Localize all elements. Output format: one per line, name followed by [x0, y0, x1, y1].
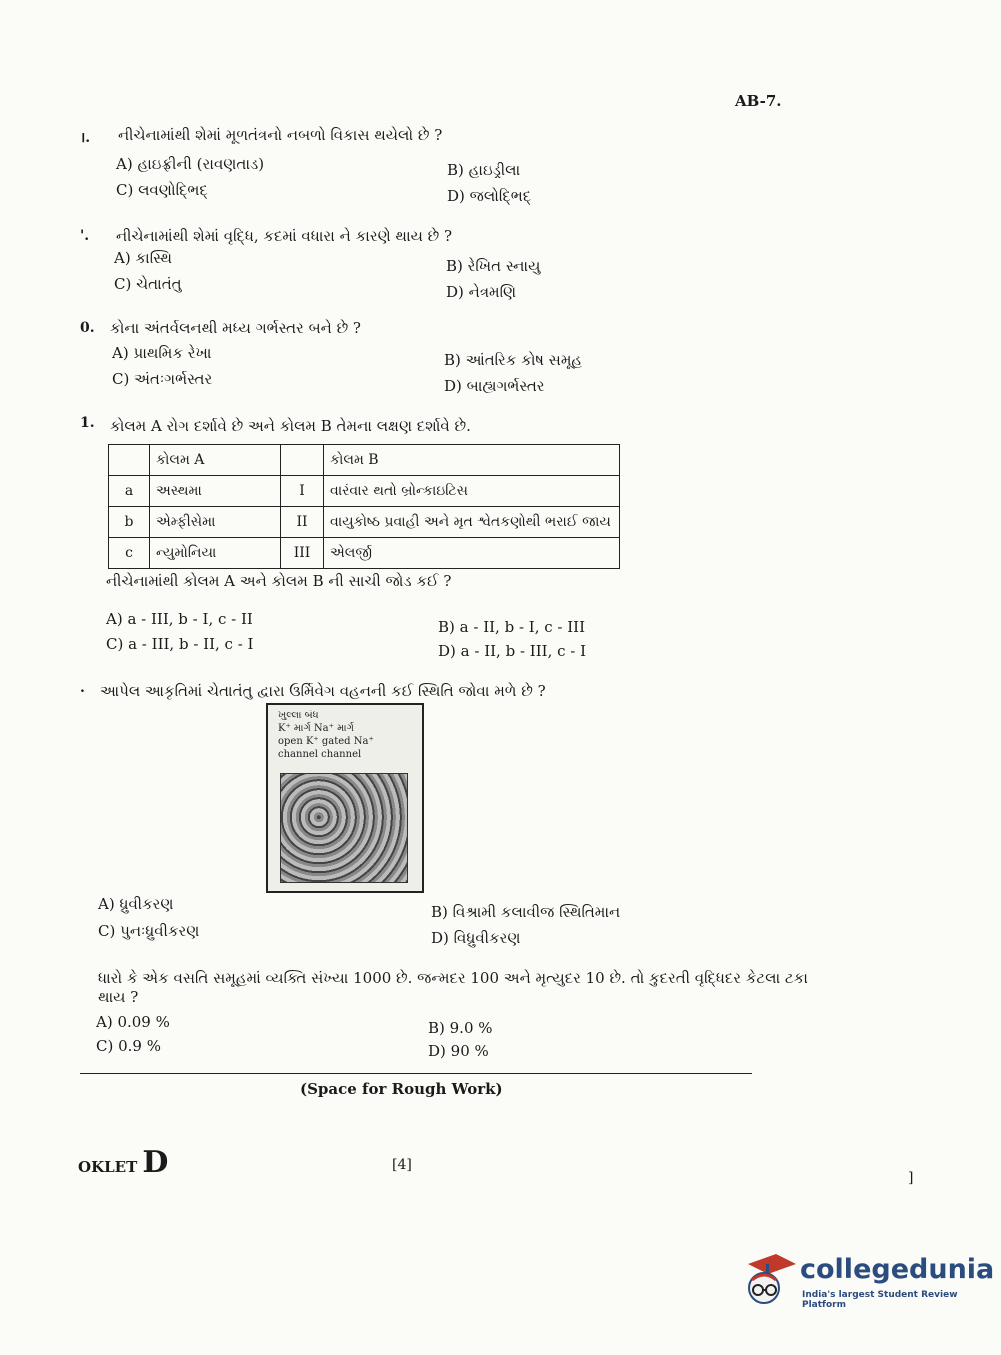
- option-b: B) રેખિત સ્નાયુ: [446, 257, 541, 275]
- question-number: .: [80, 680, 85, 696]
- question-text: આપેલ આકૃતિમાં ચેતાતંતુ દ્વારા ઉર્મિવેગ વહનની કઈ સ્થિતિ જોવા મળે છે ?: [100, 682, 546, 700]
- booklet-letter: D: [142, 1145, 169, 1180]
- closing-bracket: ]: [908, 1170, 914, 1186]
- table-row: [109, 507, 620, 538]
- table-row: [109, 538, 620, 569]
- figure-labels: [278, 709, 374, 761]
- figure-label: channel channel: [278, 749, 362, 760]
- figure-label: K⁺ માર્ગ Na⁺ માર્ગ: [278, 723, 354, 734]
- option-c: C) 0.9 %: [96, 1037, 161, 1055]
- option-d: D) વિધ્રુવીકરણ: [431, 929, 521, 947]
- table-cell: વારંવાર થતો બ્રોન્કાઇટિસ: [324, 476, 620, 507]
- option-c: C) ચેતાતંતુ: [114, 275, 182, 293]
- booklet-label: [78, 1145, 168, 1180]
- table-cell: વાયુકોષ્ઠ પ્રવાહી અને મૃત શ્વેતકણોથી ભરાઈ જાય: [324, 507, 620, 538]
- question-text: કોલમ A રોગ દર્શાવે છે અને કોલમ B તેમના લક્ષણ દર્શાવે છે.: [110, 417, 471, 435]
- option-c: C) અંતઃગર્ભસ્તર: [112, 370, 213, 388]
- booklet-label-text: OKLET: [78, 1158, 138, 1176]
- table-cell: III: [281, 538, 324, 569]
- option-b: B) 9.0 %: [428, 1019, 493, 1037]
- option-a: A) કાસ્થિ: [114, 249, 173, 267]
- table-cell: અસ્થમા: [150, 476, 281, 507]
- table-header-cell: [109, 445, 150, 476]
- option-a: A) ધ્રુવીકરણ: [98, 895, 174, 913]
- table-cell: ન્યુમોનિયા: [150, 538, 281, 569]
- question-text: નીચેનામાંથી શેમાં મૂળતંત્રનો નબળો વિકાસ થયેલો છે ?: [118, 126, 443, 144]
- table-cell: II: [281, 507, 324, 538]
- rough-work-label: (Space for Rough Work): [300, 1080, 503, 1098]
- option-d: D) બાહ્યગર્ભસ્તર: [444, 377, 545, 395]
- nerve-impulse-figure: [266, 703, 424, 893]
- option-c: C) લવણોદ્ભિદ્: [116, 181, 208, 199]
- table-header-cell: કોલમ B: [324, 445, 620, 476]
- table-cell: I: [281, 476, 324, 507]
- page-number: [4]: [392, 1157, 412, 1173]
- table-header-cell: [281, 445, 324, 476]
- option-a: A) પ્રાથમિક રેખા: [112, 344, 212, 362]
- option-c: C) a - III, b - II, c - I: [106, 635, 254, 653]
- table-row: [109, 476, 620, 507]
- question-number: 0.: [80, 320, 95, 336]
- page-code: AB-7.: [735, 92, 782, 110]
- option-b: B) વિશ્રામી કલાવીજ સ્થિતિમાન: [431, 903, 621, 921]
- option-d: D) 90 %: [428, 1042, 489, 1060]
- membrane-channel-image: [280, 773, 408, 883]
- question-text-continued: થાય ?: [98, 988, 139, 1006]
- option-a: A) હાઇફ્રીની (રાવણતાડ): [116, 155, 265, 173]
- mascot-icon: [742, 1250, 798, 1310]
- option-d: D) જલોદ્ભિદ્: [447, 187, 532, 205]
- table-header-cell: કોલમ A: [150, 445, 281, 476]
- table-cell: b: [109, 507, 150, 538]
- option-c: C) પુનઃધ્રુવીકરણ: [98, 922, 200, 940]
- question-text: નીચેનામાંથી શેમાં વૃદ્ધિ, કદમાં વધારા ને કારણે થાય છે ?: [116, 227, 453, 245]
- table-cell: c: [109, 538, 150, 569]
- table-cell: a: [109, 476, 150, 507]
- brand-tagline: India's largest Student Review Platform: [802, 1290, 958, 1310]
- brand-name: collegedunia: [800, 1254, 995, 1285]
- option-b: B) a - II, b - I, c - III: [438, 618, 586, 636]
- question-text: ધારો કે એક વસતિ સમૂહમાં વ્યક્તિ સંખ્યા 1000 છે. જન્મદર 100 અને મૃત્યુદર 10 છે. તો કુદરતી વૃદ્ધિદર કેટલા ટકા: [98, 969, 808, 987]
- table-cell: એલર્જી: [324, 538, 620, 569]
- question-number: '.: [80, 228, 90, 244]
- question-number: 1.: [80, 415, 95, 431]
- divider-line: [80, 1073, 752, 1074]
- option-b: B) હાઇડ્રીલા: [447, 161, 521, 179]
- collegedunia-watermark: [742, 1250, 995, 1310]
- option-d: D) a - II, b - III, c - I: [438, 642, 587, 660]
- option-a: A) a - III, b - I, c - II: [106, 610, 253, 628]
- option-b: B) આંતરિક કોષ સમૂહ: [444, 351, 583, 369]
- figure-label: ખુલ્લા બંધ: [278, 710, 319, 721]
- option-a: A) 0.09 %: [96, 1013, 170, 1031]
- question-number: ।.: [80, 130, 91, 146]
- question-text: કોના અંતર્વલનથી મધ્ય ગર્ભસ્તર બને છે ?: [110, 319, 361, 337]
- option-d: D) નેત્રમણિ: [446, 283, 517, 301]
- figure-label: open K⁺ gated Na⁺: [278, 736, 374, 747]
- question-subtext: નીચેનામાંથી કોલમ A અને કોલમ B ની સાચી જોડ કઈ ?: [106, 572, 452, 590]
- table-header-row: [109, 445, 620, 476]
- table-cell: એમ્ફીસેમા: [150, 507, 281, 538]
- matching-table: [108, 444, 620, 569]
